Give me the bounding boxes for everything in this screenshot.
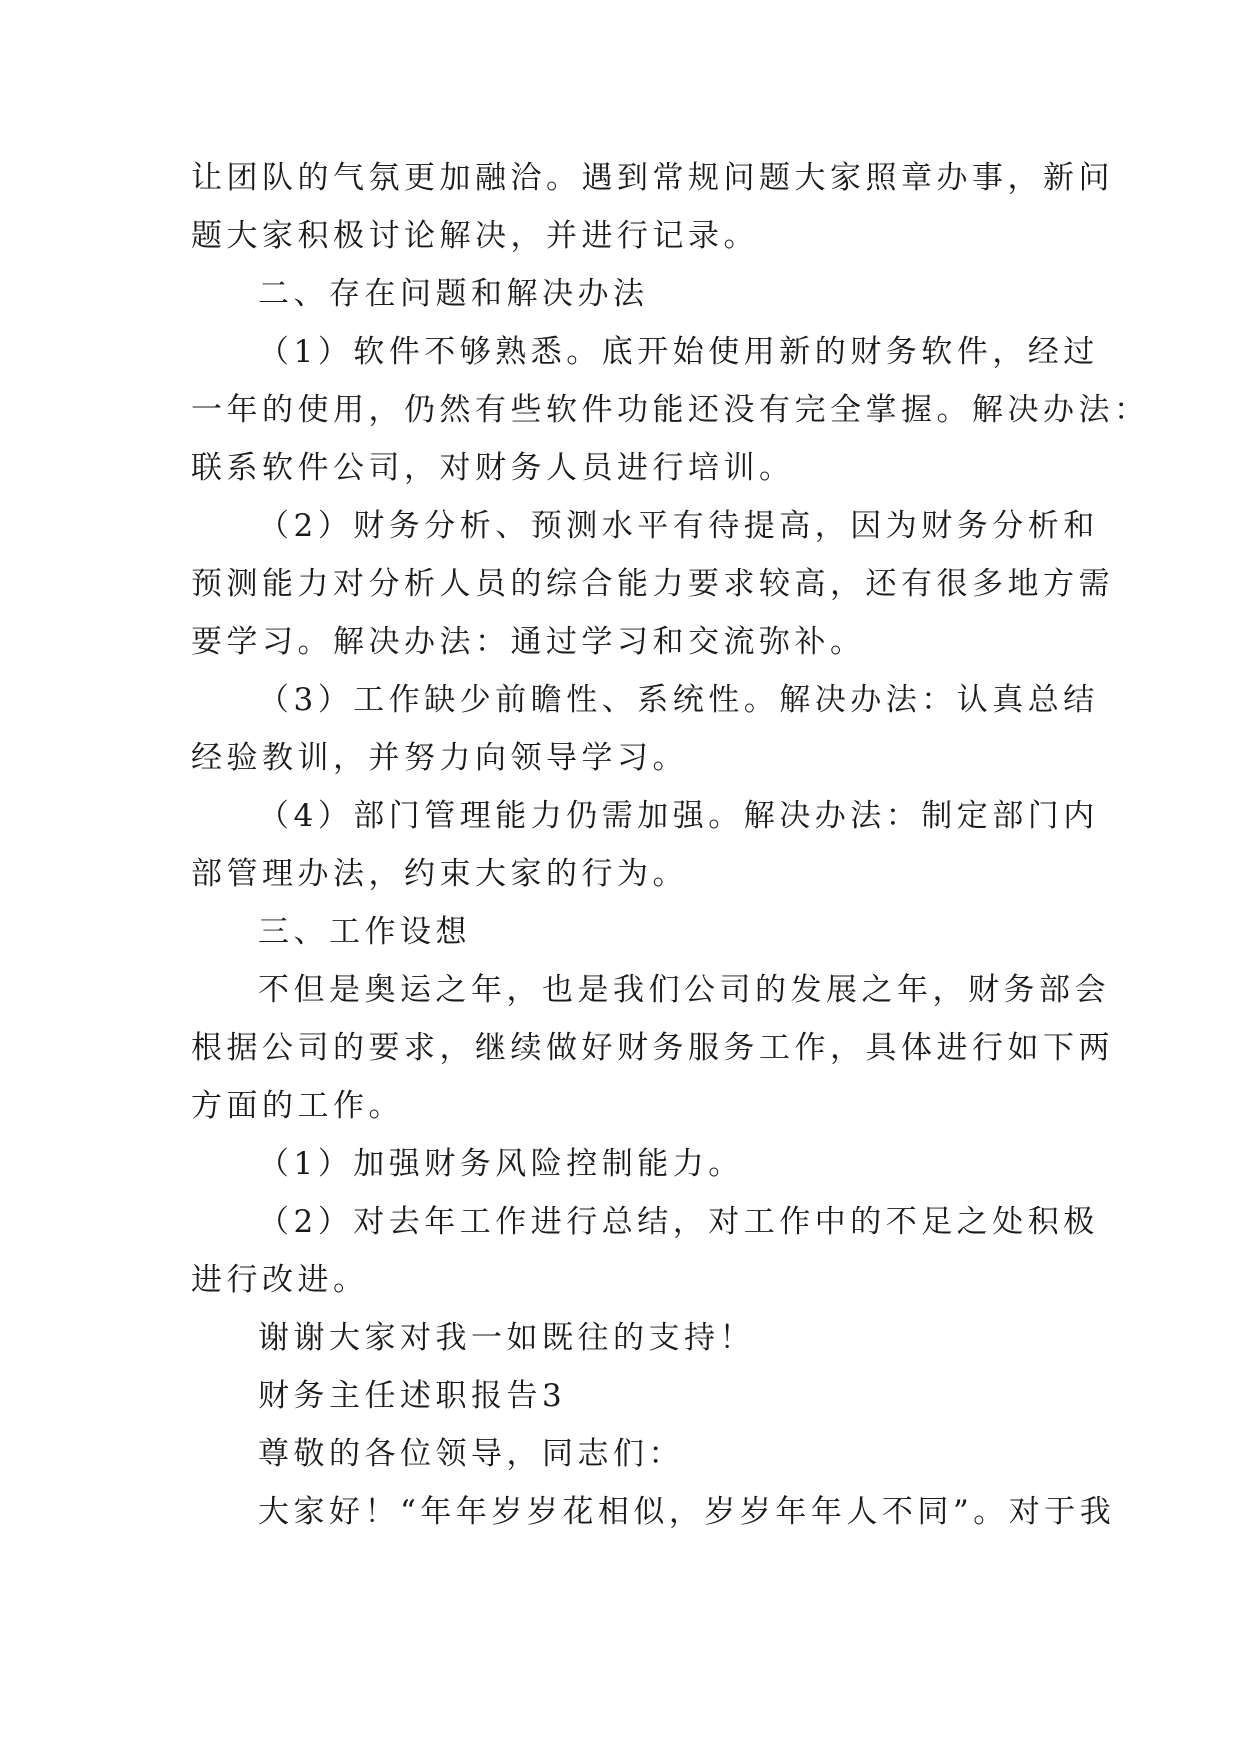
report-title: 财务主任述职报告3: [258, 1378, 567, 1414]
paragraph-line: 方面的工作。: [191, 1088, 404, 1124]
paragraph-line: 大家好！“年年岁岁花相似，岁岁年年人不同”。对于我: [258, 1494, 1116, 1530]
paragraph-line: （4）部门管理能力仍需加强。解决办法：制定部门内: [258, 798, 1099, 834]
paragraph-line: （1）加强财务风险控制能力。: [258, 1146, 744, 1182]
paragraph-line: 要学习。解决办法：通过学习和交流弥补。: [191, 624, 866, 660]
paragraph-line: （2）财务分析、预测水平有待提高，因为财务分析和: [258, 508, 1099, 544]
paragraph-line: 根据公司的要求，继续做好财务服务工作，具体进行如下两: [191, 1030, 1114, 1066]
paragraph-line: 进行改进。: [191, 1262, 369, 1298]
section-heading: 二、存在问题和解决办法: [258, 276, 649, 312]
salutation: 尊敬的各位领导，同志们：: [258, 1436, 684, 1472]
paragraph-line: 联系软件公司，对财务人员进行培训。: [191, 450, 795, 486]
paragraph-line: 预测能力对分析人员的综合能力要求较高，还有很多地方需: [191, 566, 1114, 602]
paragraph-line: 谢谢大家对我一如既往的支持！: [258, 1320, 755, 1356]
paragraph-line: 一年的使用，仍然有些软件功能还没有完全掌握。解决办法：: [191, 392, 1150, 428]
paragraph-line: 部管理办法，约束大家的行为。: [191, 856, 688, 892]
paragraph-line: 让团队的气氛更加融洽。遇到常规问题大家照章办事，新问: [191, 160, 1114, 196]
paragraph-line: 经验教训，并努力向领导学习。: [191, 740, 688, 776]
paragraph-line: 题大家积极讨论解决，并进行记录。: [191, 218, 759, 254]
section-heading: 三、工作设想: [258, 914, 471, 950]
paragraph-line: （1）软件不够熟悉。底开始使用新的财务软件，经过: [258, 334, 1099, 370]
paragraph-line: 不但是奥运之年，也是我们公司的发展之年，财务部会: [258, 972, 1110, 1008]
paragraph-line: （2）对去年工作进行总结，对工作中的不足之处积极: [258, 1204, 1099, 1240]
paragraph-line: （3）工作缺少前瞻性、系统性。解决办法：认真总结: [258, 682, 1099, 718]
